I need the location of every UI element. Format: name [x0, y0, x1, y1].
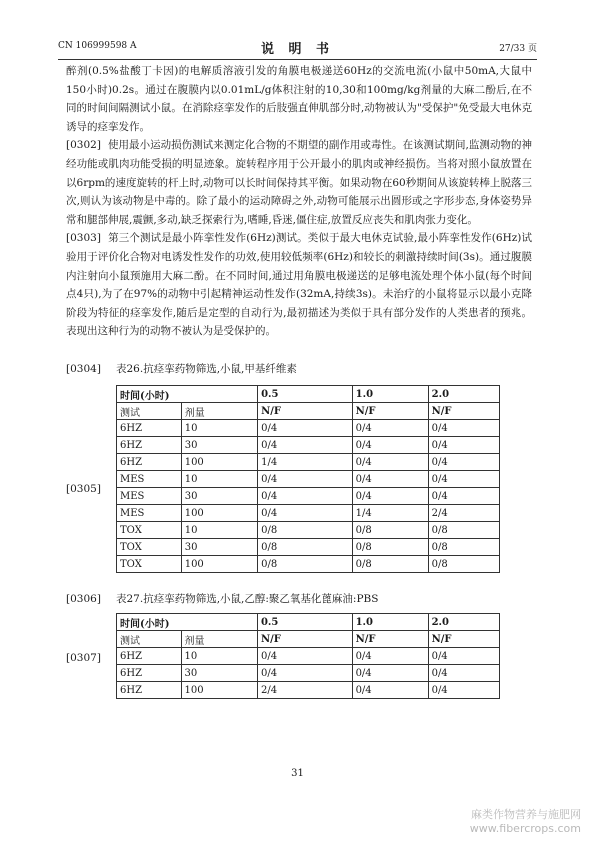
paragraph-number: [0302]	[66, 139, 101, 152]
table-row	[117, 454, 500, 471]
table-title: 表26.抗痉挛药物筛选,小鼠,甲基纤维素	[116, 363, 297, 375]
result-cell: 0/8	[428, 556, 499, 573]
nf-header: N/F	[257, 631, 352, 648]
table-row	[117, 420, 500, 437]
test-cell: MES	[117, 488, 182, 505]
table-row	[117, 488, 500, 505]
result-cell: 0/8	[258, 556, 353, 573]
test-cell: 6HZ	[117, 665, 182, 682]
result-cell: 0/4	[258, 488, 353, 505]
result-cell: 0/4	[428, 665, 499, 682]
page-number: 31	[291, 768, 304, 779]
paragraph-number: [0304]	[66, 363, 101, 375]
result-cell: 0/4	[352, 488, 428, 505]
dose-cell: 30	[181, 665, 257, 682]
header-rule	[58, 59, 537, 60]
test-header: 测试	[117, 403, 182, 420]
result-cell: 0/4	[352, 471, 428, 488]
dose-cell: 30	[181, 488, 257, 505]
test-cell: TOX	[117, 556, 182, 573]
table-row	[117, 648, 500, 665]
table-row	[117, 539, 500, 556]
page-header	[58, 38, 537, 56]
result-cell: 0/8	[428, 522, 499, 539]
result-cell: 0/4	[428, 454, 499, 471]
result-cell: 0/4	[352, 437, 428, 454]
nf-header: N/F	[428, 403, 499, 420]
table-header-row	[117, 386, 500, 403]
table-row	[117, 665, 500, 682]
table-title: 表27.抗痉挛药物筛选,小鼠,乙醇:聚乙氧基化蓖麻油:PBS	[116, 593, 379, 605]
result-cell: 1/4	[352, 505, 428, 522]
result-cell: 0/4	[258, 437, 353, 454]
table-row	[117, 556, 500, 573]
test-cell: 6HZ	[117, 648, 182, 665]
result-cell: 0/4	[257, 648, 352, 665]
result-cell: 0/4	[352, 420, 428, 437]
table-row	[117, 471, 500, 488]
nf-header: N/F	[352, 403, 428, 420]
table-row	[117, 522, 500, 539]
dose-cell: 100	[181, 556, 257, 573]
table-row	[117, 682, 500, 699]
patent-number: CN 106999598 A	[58, 41, 137, 51]
paragraph-number: [0306]	[66, 593, 101, 605]
result-cell: 0/4	[257, 665, 352, 682]
table-26	[116, 385, 500, 573]
result-cell: 0/4	[428, 488, 499, 505]
test-cell: 6HZ	[117, 454, 182, 471]
dose-cell: 100	[181, 454, 257, 471]
dose-cell: 10	[181, 420, 257, 437]
table-subheader-row	[117, 403, 500, 420]
test-cell: 6HZ	[117, 682, 182, 699]
header-blank	[181, 614, 257, 631]
result-cell: 0/8	[428, 539, 499, 556]
test-cell: MES	[117, 505, 182, 522]
result-cell: 0/4	[428, 682, 499, 699]
test-cell: TOX	[117, 539, 182, 556]
result-cell: 0/4	[258, 505, 353, 522]
dose-header: 剂量	[181, 631, 257, 648]
paragraph-0303	[66, 229, 532, 341]
table27-caption	[66, 591, 378, 606]
table26-caption	[66, 361, 297, 376]
nf-header: N/F	[352, 631, 428, 648]
watermark	[470, 808, 581, 836]
result-cell: 0/8	[352, 539, 428, 556]
time-1-0: 1.0	[352, 386, 428, 403]
paragraph-number: [0303]	[66, 232, 101, 245]
paragraph-number-0305: [0305]	[66, 483, 101, 495]
dose-cell: 10	[181, 522, 257, 539]
paragraph-number-0307: [0307]	[66, 652, 101, 664]
watermark-url: www.fibercrops.com	[469, 822, 581, 835]
time-header: 时间(小时)	[117, 614, 182, 631]
result-cell: 0/4	[428, 420, 499, 437]
result-cell: 0/8	[352, 556, 428, 573]
test-cell: TOX	[117, 522, 182, 539]
result-cell: 0/4	[258, 420, 353, 437]
result-cell: 0/4	[428, 471, 499, 488]
dose-header: 剂量	[181, 403, 257, 420]
page-indicator: 27/33 页	[499, 44, 537, 54]
dose-cell: 10	[181, 471, 257, 488]
result-cell: 2/4	[257, 682, 352, 699]
document-title: 说 明 书	[260, 42, 335, 57]
result-cell: 0/4	[258, 471, 353, 488]
result-cell: 0/4	[428, 437, 499, 454]
dose-cell: 100	[181, 682, 257, 699]
test-cell: MES	[117, 471, 182, 488]
test-cell: 6HZ	[117, 420, 182, 437]
result-cell: 0/4	[428, 648, 499, 665]
paragraph-continued: 醉剂(0.5%盐酸丁卡因)的电解质溶液引发的角膜电极递送60Hz的交流电流(小鼠中50mA,大鼠中150小时)0.2s。通过在腹膜内以0.01mL/g体积注射的10,30和100mg/kg剂量的大麻二酚后,在不同的时间间隔测试小鼠。在消除痉挛发作的后肢强直伸肌部分时,动物被认为"受保护"免受最大电休克诱导的痉挛发作。	[66, 65, 532, 133]
time-2-0: 2.0	[428, 614, 499, 631]
result-cell: 0/4	[352, 682, 428, 699]
table-header-row	[117, 614, 500, 631]
nf-header: N/F	[428, 631, 499, 648]
watermark-title: 麻类作物营养与施肥网	[471, 808, 581, 821]
body-text	[66, 62, 532, 341]
time-0-5: 0.5	[257, 614, 352, 631]
result-cell: 0/4	[352, 665, 428, 682]
header-blank	[181, 386, 257, 403]
result-cell: 0/4	[352, 454, 428, 471]
table-row	[117, 437, 500, 454]
dose-cell: 100	[181, 505, 257, 522]
dose-cell: 10	[181, 648, 257, 665]
paragraph-text: 第三个测试是最小阵挛性发作(6Hz)测试。类似于最大电休克试验,最小阵挛性发作(6Hz)试验用于评价化合物对电诱发性发作的功效,使用较低频率(6Hz)和较长的刺激持续时间(3s)。通过腹膜内注射向小鼠预施用大麻二酚。在不同时间,通过用角膜电极递送的足够电流处理个体小鼠(每个时间点4只),为了在97%的动物中引起精神运动性发作(32mA,持续3s)。未治疗的小鼠将显示以最小克降阶段为特征的痉挛发作,随后是定型的自动行为,最初描述为类似于具有部分发作的人类患者的预兆。表现出这种行为的动物不被认为是受保护的。	[66, 232, 532, 338]
result-cell: 1/4	[258, 454, 353, 471]
test-cell: 6HZ	[117, 437, 182, 454]
paragraph-text: 使用最小运动损伤测试来测定化合物的不期望的副作用或毒性。在该测试期间,监测动物的神经功能或肌肉功能受损的明显迹象。旋转程序用于公开最小的肌肉或神经损伤。当将对照小鼠放置在以6rpm的速度旋转的杆上时,动物可以长时间保持其平衡。如果动物在60秒期间从该旋转棒上脱落三次,则认为该动物是中毒的。除了最小的运动障碍之外,动物可能展示出圆形或之字形步态,身体姿势异常和腿部伸展,震颤,多动,缺乏探索行为,嗜睡,昏迷,僵住症,放置反应丧失和肌肉张力变化。	[66, 139, 532, 226]
paragraph-0302	[66, 136, 532, 229]
result-cell: 0/8	[258, 539, 353, 556]
table-row	[117, 505, 500, 522]
time-header: 时间(小时)	[117, 386, 182, 403]
result-cell: 2/4	[428, 505, 499, 522]
time-2-0: 2.0	[428, 386, 499, 403]
test-header: 测试	[117, 631, 182, 648]
dose-cell: 30	[181, 539, 257, 556]
result-cell: 0/8	[258, 522, 353, 539]
result-cell: 0/4	[352, 648, 428, 665]
table-subheader-row	[117, 631, 500, 648]
result-cell: 0/8	[352, 522, 428, 539]
dose-cell: 30	[181, 437, 257, 454]
nf-header: N/F	[258, 403, 353, 420]
table-27	[116, 613, 500, 699]
time-1-0: 1.0	[352, 614, 428, 631]
time-0-5: 0.5	[258, 386, 353, 403]
